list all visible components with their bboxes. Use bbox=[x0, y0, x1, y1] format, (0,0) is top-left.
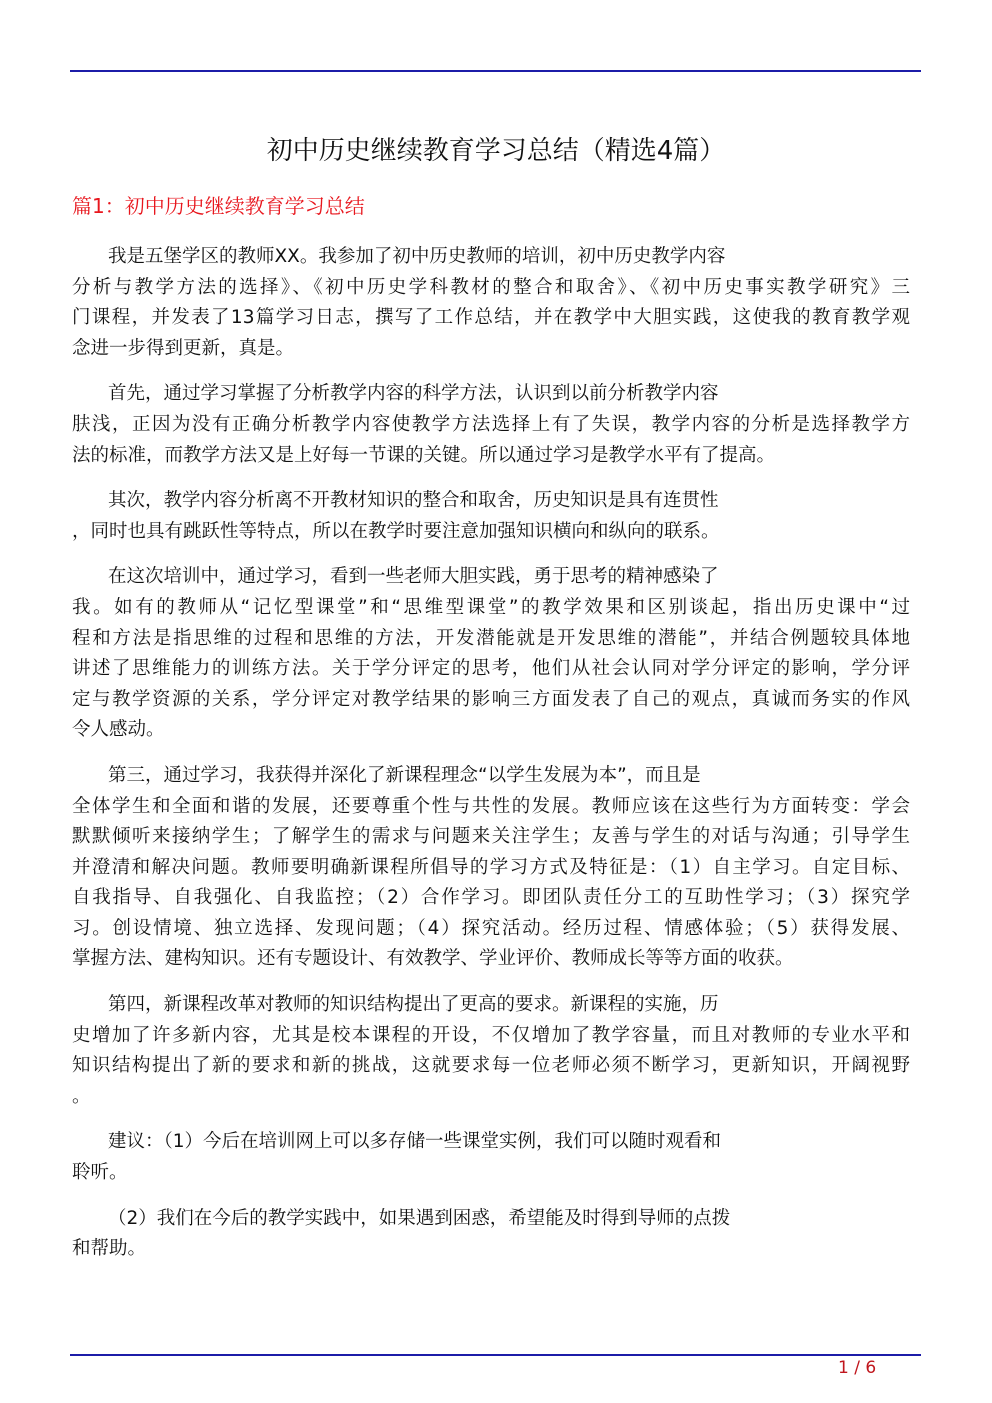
paragraph-line: 定与教学资源的关系，学分评定对教学结果的影响三方面发表了自己的观点，真诚而务实的作风 bbox=[72, 688, 910, 710]
paragraph-line: 首先，通过学习掌握了分析教学内容的科学方法，认识到以前分析教学内容 bbox=[108, 383, 719, 405]
paragraph-line: 史增加了许多新内容，尤其是校本课程的开设，不仅增加了教学容量，而且对教师的专业水平和 bbox=[72, 1024, 910, 1046]
paragraph bbox=[72, 562, 910, 746]
paragraph-line: 其次，教学内容分析离不开教材知识的整合和取舍，历史知识是具有连贯性 bbox=[108, 490, 719, 512]
paragraph-line: 讲述了思维能力的训练方法。关于学分评定的思考，他们从社会认同对学分评定的影响，学分评 bbox=[72, 658, 910, 680]
paragraph-line: 习。创设情境、独立选择、发现问题；（4）探究活动。经历过程、情感体验；（5）获得发展、 bbox=[72, 917, 910, 939]
paragraph-line: （2）我们在今后的教学实践中，如果遇到困惑，希望能及时得到导师的点拨 bbox=[108, 1207, 731, 1229]
section-heading: 篇1：初中历史继续教育学习总结 bbox=[72, 194, 365, 218]
paragraph-line: 掌握方法、建构知识。还有专题设计、有效教学、学业评价、教师成长等等方面的收获。 bbox=[72, 948, 794, 970]
paragraph bbox=[72, 1127, 910, 1188]
paragraph bbox=[72, 761, 910, 975]
paragraph bbox=[72, 990, 910, 1112]
paragraph-line: 第四，新课程改革对教师的知识结构提出了更高的要求。新课程的实施，历 bbox=[108, 994, 719, 1016]
header-rule bbox=[70, 70, 921, 72]
paragraph bbox=[72, 486, 910, 547]
paragraph-line: 程和方法是指思维的过程和思维的方法，开发潜能就是开发思维的潜能”，并结合例题较具体地 bbox=[72, 627, 910, 649]
footer-rule bbox=[70, 1354, 921, 1356]
paragraph bbox=[72, 1204, 910, 1265]
paragraph-line: 知识结构提出了新的要求和新的挑战，这就要求每一位老师必须不断学习，更新知识，开阔视野 bbox=[72, 1055, 910, 1077]
paragraph-line: 令人感动。 bbox=[72, 719, 165, 741]
paragraph-line: 。 bbox=[72, 1085, 91, 1107]
document-body bbox=[72, 242, 910, 1280]
paragraph-line: 第三，通过学习，我获得并深化了新课程理念“以学生发展为本”，而且是 bbox=[108, 764, 701, 786]
paragraph-line: 门课程，并发表了13篇学习日志，撰写了工作总结，并在教学中大胆实践，这使我的教育教学观 bbox=[72, 307, 910, 329]
paragraph-line: 建议：（1）今后在培训网上可以多存储一些课堂实例，我们可以随时观看和 bbox=[108, 1131, 722, 1153]
paragraph-line: 分析与教学方法的选择》、《初中历史学科教材的整合和取舍》、《初中历史事实教学研究》三 bbox=[72, 276, 910, 298]
paragraph-line: 默默倾听来接纳学生；了解学生的需求与问题来关注学生；友善与学生的对话与沟通；引导学生 bbox=[72, 826, 910, 848]
paragraph-line: 肤浅，正因为没有正确分析教学内容使教学方法选择上有了失误，教学内容的分析是选择教学方 bbox=[72, 413, 910, 435]
paragraph-line: 法的标准，而教学方法又是上好每一节课的关键。所以通过学习是教学水平有了提高。 bbox=[72, 444, 776, 466]
paragraph-line: 和帮助。 bbox=[72, 1238, 147, 1260]
paragraph-line: 聆听。 bbox=[72, 1162, 128, 1184]
paragraph bbox=[72, 379, 910, 471]
paragraph-line: 念进一步得到更新，真是。 bbox=[72, 337, 295, 359]
paragraph-line: 我。如有的教师从“记忆型课堂”和“思维型课堂”的教学效果和区别谈起，指出历史课中“过 bbox=[72, 596, 910, 618]
paragraph-line: 我是五堡学区的教师XX。我参加了初中历史教师的培训，初中历史教学内容 bbox=[108, 246, 726, 267]
paragraph bbox=[72, 242, 910, 364]
document-title: 初中历史继续教育学习总结（精选4篇） bbox=[266, 136, 726, 166]
paragraph-line: 全体学生和全面和谐的发展，还要尊重个性与共性的发展。教师应该在这些行为方面转变：学会 bbox=[72, 795, 910, 817]
paragraph-line: 并澄清和解决问题。教师要明确新课程所倡导的学习方式及特征是：（1）自主学习。自定目标、 bbox=[72, 856, 910, 878]
page-number: 1 / 6 bbox=[838, 1358, 877, 1378]
paragraph-line: 自我指导、自我强化、自我监控；（2）合作学习。即团队责任分工的互助性学习；（3）探究学 bbox=[72, 887, 910, 909]
paragraph-line: ，同时也具有跳跃性等特点，所以在教学时要注意加强知识横向和纵向的联系。 bbox=[72, 520, 720, 542]
paragraph-line: 在这次培训中，通过学习，看到一些老师大胆实践，勇于思考的精神感染了 bbox=[108, 566, 719, 588]
